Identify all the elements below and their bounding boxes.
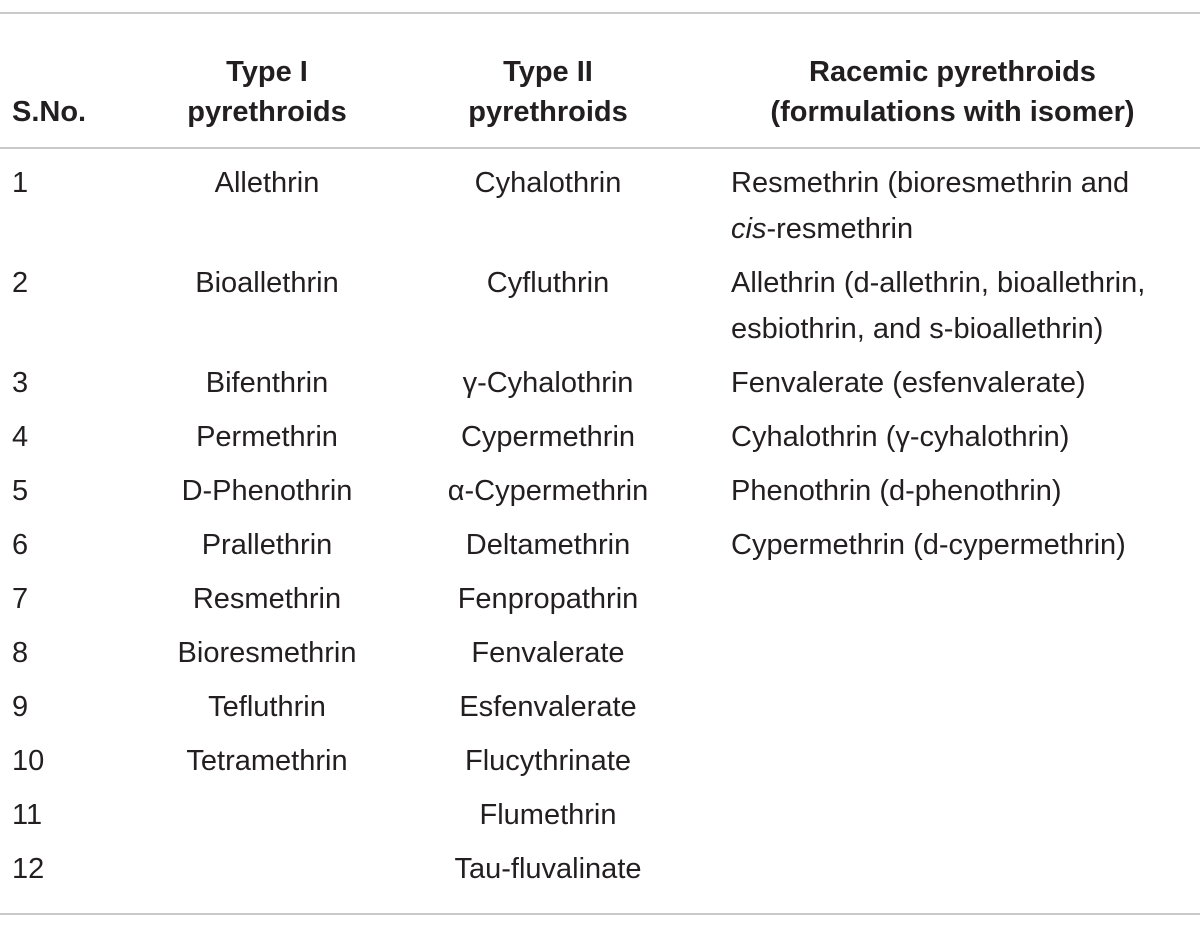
cell-sno: 11 xyxy=(12,799,43,831)
cell-racemic-line: cis-resmethrin xyxy=(731,213,914,245)
table-row xyxy=(0,160,1200,260)
table-row xyxy=(0,630,1200,684)
table-row xyxy=(0,468,1200,522)
cell-type1: Prallethrin xyxy=(201,529,333,561)
cell-type1: Permethrin xyxy=(196,421,338,453)
cell-type2: Fenvalerate xyxy=(471,637,625,669)
table-top-rule xyxy=(0,12,1200,14)
cell-sno: 9 xyxy=(12,691,29,723)
cell-racemic-line: Cyhalothrin (γ-cyhalothrin) xyxy=(731,421,1070,453)
cell-type2: α-Cypermethrin xyxy=(447,475,649,507)
cell-sno: 8 xyxy=(12,637,29,669)
table-row xyxy=(0,576,1200,630)
header-type2: Type II pyrethroids xyxy=(468,56,628,128)
cell-racemic xyxy=(731,160,1191,252)
table-row xyxy=(0,260,1200,360)
cell-racemic-line: Fenvalerate (esfenvalerate) xyxy=(731,367,1086,399)
cell-racemic-line: Phenothrin (d-phenothrin) xyxy=(731,475,1062,507)
cell-type1: D-Phenothrin xyxy=(181,475,353,507)
cell-racemic xyxy=(731,360,1191,406)
table-header-rule xyxy=(0,147,1200,149)
cell-type2: Cyhalothrin xyxy=(474,167,622,199)
header-type1: Type I pyrethroids xyxy=(187,56,347,128)
cell-type2: Deltamethrin xyxy=(465,529,631,561)
cell-type2: γ-Cyhalothrin xyxy=(462,367,634,399)
cell-racemic-line: esbiothrin, and s-bioallethrin) xyxy=(731,313,1104,345)
cell-type2: Flumethrin xyxy=(479,799,617,831)
cell-type1: Tetramethrin xyxy=(186,745,348,777)
cell-sno: 7 xyxy=(12,583,29,615)
cell-sno: 4 xyxy=(12,421,29,453)
cell-type1: Tefluthrin xyxy=(208,691,326,723)
cell-type2: Esfenvalerate xyxy=(459,691,637,723)
cell-sno: 6 xyxy=(12,529,29,561)
table-row xyxy=(0,792,1200,846)
table-bottom-rule xyxy=(0,913,1200,915)
table-row xyxy=(0,360,1200,414)
cell-type1: Resmethrin xyxy=(192,583,342,615)
cell-type2: Cyfluthrin xyxy=(486,267,610,299)
cell-racemic xyxy=(731,414,1191,460)
table-body xyxy=(0,160,1200,900)
cell-racemic xyxy=(731,260,1191,352)
cell-sno: 2 xyxy=(12,267,29,299)
table-row xyxy=(0,414,1200,468)
cell-racemic-line: Resmethrin (bioresmethrin and xyxy=(731,167,1130,199)
header-racemic: Racemic pyrethroids (formulations with isomer) xyxy=(770,56,1135,128)
cell-racemic-line: Cypermethrin (d-cypermethrin) xyxy=(731,529,1126,561)
table-row xyxy=(0,684,1200,738)
cell-racemic xyxy=(731,468,1191,514)
cell-sno: 1 xyxy=(12,167,29,199)
cell-type2: Tau-fluvalinate xyxy=(454,853,642,885)
cell-sno: 12 xyxy=(12,853,45,885)
cell-type1: Bioallethrin xyxy=(195,267,339,299)
table-row xyxy=(0,846,1200,900)
cell-racemic-line: Allethrin (d-allethrin, bioallethrin, xyxy=(731,267,1146,299)
cell-sno: 10 xyxy=(12,745,45,777)
cell-type1: Bifenthrin xyxy=(205,367,329,399)
cell-type1: Bioresmethrin xyxy=(177,637,357,669)
cell-racemic xyxy=(731,522,1191,568)
header-sno: S.No. xyxy=(12,96,87,128)
cell-type1: Allethrin xyxy=(214,167,320,199)
table-row xyxy=(0,522,1200,576)
cell-type2: Flucythrinate xyxy=(464,745,631,777)
cell-type2: Fenpropathrin xyxy=(457,583,639,615)
cell-sno: 3 xyxy=(12,367,29,399)
cell-sno: 5 xyxy=(12,475,29,507)
table-row xyxy=(0,738,1200,792)
cell-type2: Cypermethrin xyxy=(460,421,636,453)
